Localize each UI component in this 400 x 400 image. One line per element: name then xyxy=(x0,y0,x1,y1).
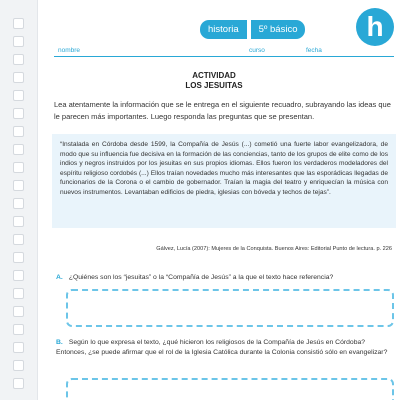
binder-hole xyxy=(13,288,24,299)
question-a xyxy=(56,273,392,283)
binder-hole xyxy=(13,108,24,119)
activity-subtitle: LOS JESUITAS xyxy=(185,81,243,90)
question-b-text: Según lo que expresa el texto, ¿qué hicieron los religiosos de la Compañía de Jesús en Córdoba? Entonces, ¿se puede afirmar que el rol de la Iglesia Católica durante la Colonia consistió sólo en evangelizar? xyxy=(56,339,388,356)
grade-label: 5º básico xyxy=(251,20,306,39)
binder-hole xyxy=(13,306,24,317)
date-label: fecha xyxy=(306,47,322,54)
binder-hole xyxy=(13,198,24,209)
student-info-bar xyxy=(54,44,394,57)
binder-hole xyxy=(13,360,24,371)
binder-hole xyxy=(13,270,24,281)
binder-margin xyxy=(0,0,38,400)
binder-hole xyxy=(13,36,24,47)
subject-header xyxy=(200,18,305,40)
binder-hole xyxy=(13,126,24,137)
name-label: nombre xyxy=(58,47,81,54)
subject-label: historia xyxy=(200,20,247,39)
answer-box-a[interactable] xyxy=(66,289,394,327)
question-a-text: ¿Quiénes son los “jesuitas” o la “Compañía de Jesús” a la que el texto hace referencia? xyxy=(68,274,334,281)
binder-hole xyxy=(13,378,24,389)
binder-hole xyxy=(13,342,24,353)
quote-box: “Instalada en Córdoba desde 1599, la Compañía de Jesús (...) cometió una fuerte labor evangelizadora, de modo que su influencia fue decisiva en la formación de las conciencias, tanto de los grupos de elite como de los indios y negros instruidos por los jesuitas en sus propios idiomas. Ellos fueron los verdaderos modeladores del espíritu religioso cordobés (...) Ellos traían novedades mucho más interesantes que las esporádicas llegadas de funcionarios de la Corona o el cambio de gobernador. Traían la magia del teatro y enriquecían la música con nuevos instrumentos. Levantaban edificios de piedra, iglesias con bóveda y techos de tejas”. xyxy=(52,134,396,228)
binder-hole xyxy=(13,234,24,245)
question-b xyxy=(56,338,392,358)
course-label: curso xyxy=(249,47,265,54)
binder-hole xyxy=(13,180,24,191)
binder-hole xyxy=(13,18,24,29)
quote-citation: Gálvez, Lucía (2007): Mujeres de la Conquista. Buenos Aires: Editorial Punto de lectura. p. 226 xyxy=(156,246,392,252)
binder-hole xyxy=(13,72,24,83)
binder-hole xyxy=(13,324,24,335)
question-a-letter: A. xyxy=(56,274,63,281)
answer-box-b[interactable] xyxy=(66,378,394,400)
activity-title: ACTIVIDAD xyxy=(192,71,236,80)
binder-hole xyxy=(13,252,24,263)
instructions-text: Lea atentamente la información que se le entrega en el siguiente recuadro, subrayando las ideas que le parecen más importantes. Luego responda las preguntas que se presentan. xyxy=(54,100,391,121)
binder-hole xyxy=(13,54,24,65)
question-b-letter: B. xyxy=(56,339,63,346)
binder-hole xyxy=(13,144,24,155)
binder-hole xyxy=(13,90,24,101)
binder-hole xyxy=(13,162,24,173)
subject-badge-icon: h xyxy=(356,8,394,46)
binder-hole xyxy=(13,216,24,227)
